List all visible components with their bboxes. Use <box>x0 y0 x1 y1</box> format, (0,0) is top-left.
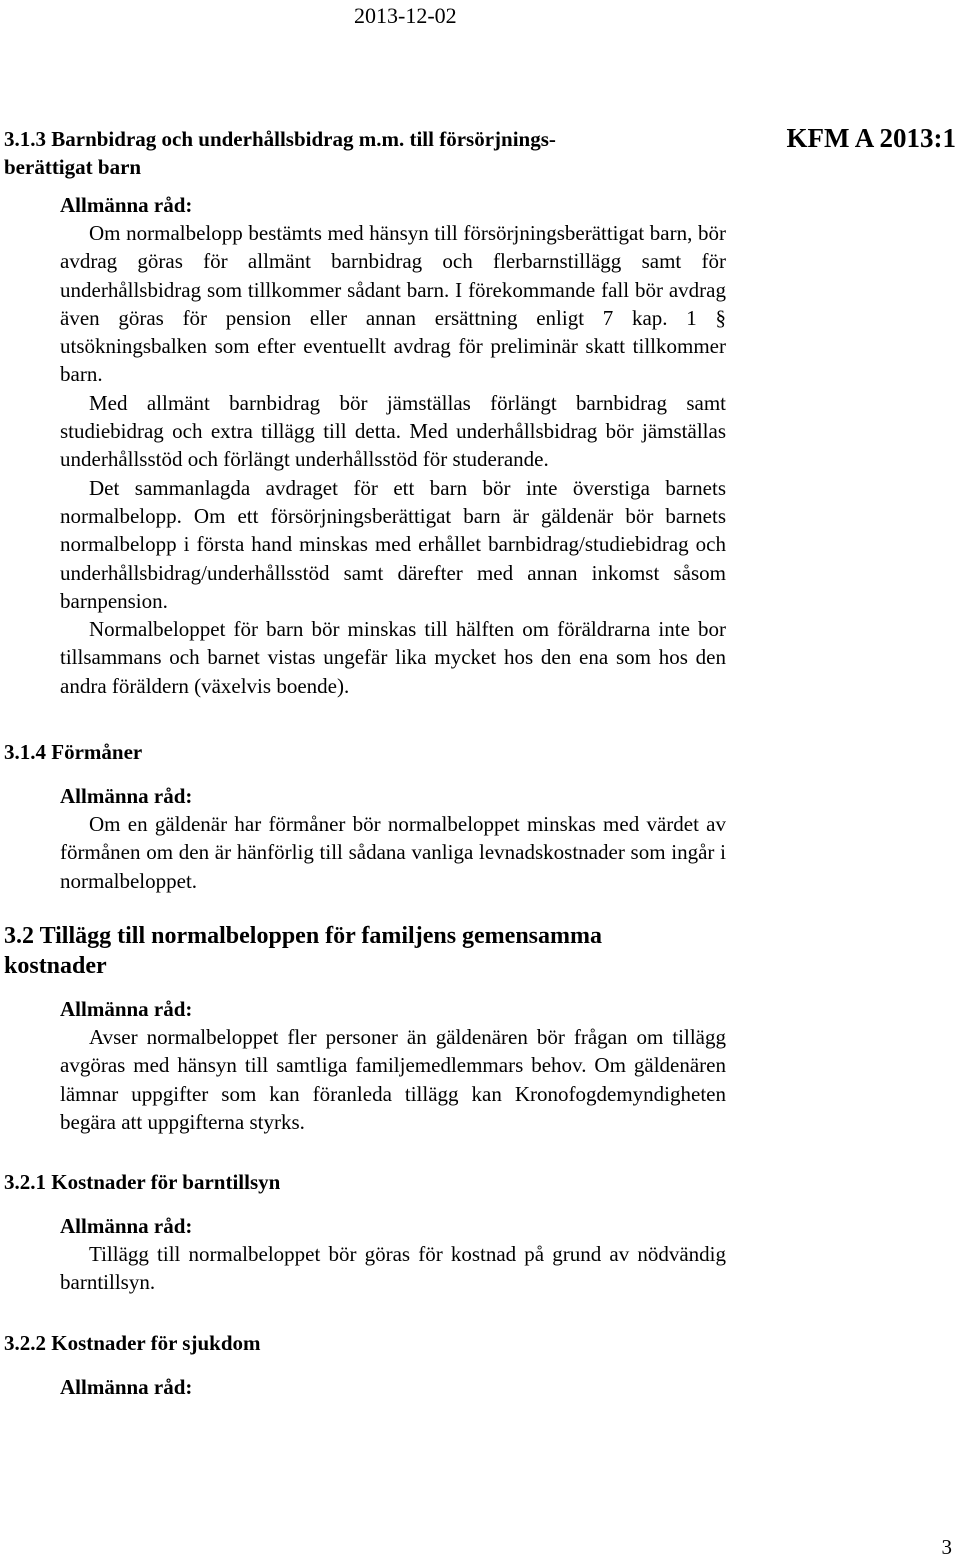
section-3-1-4 <box>4 738 726 895</box>
paragraph: Om normalbelopp bestämts med hänsyn till försörjningsberättigat barn, bör avdrag göras för allmänt barnbidrag och flerbarnstillägg samt för underhållsbidrag som tillkommer sådant barn. I förekommande fall bör avdrag även göras för pension eller annan ersättning enligt 7 kap. 1 § utsökningsbalken som efter eventuellt avdrag för preliminär skatt tillkommer barn. <box>60 221 726 387</box>
paragraph: Tillägg till normalbeloppet bör göras för kostnad på grund av nödvändig barntillsyn. <box>60 1242 726 1295</box>
paragraph: Det sammanlagda avdraget för ett barn bör inte överstiga barnets normalbelopp. Om ett försörjningsberättigat barn är gäldenär bör barnets normalbelopp i första hand minskas med erhållet barnbidrag/studiebidrag och underhållsbidrag/underhållsstöd samt därefter med annan inkomst såsom barnpension. <box>60 475 726 613</box>
page-number: 3 <box>941 1535 952 1559</box>
heading-line: 3.1.3 Barnbidrag och underhållsbidrag m.m. till försörjnings- <box>4 127 556 151</box>
section-3-2-2 <box>4 1329 726 1401</box>
section-3-2 <box>4 921 726 1136</box>
section-heading: 3.2.1 Kostnader för barntillsyn <box>4 1170 281 1195</box>
section-heading <box>4 921 726 981</box>
header-date: 2013-12-02 <box>354 3 457 28</box>
advice-text <box>60 1023 726 1136</box>
paragraph: Avser normalbeloppet fler personer än gäldenären bör frågan om tillägg avgöras med hänsyn till samtliga familjemedlemmars behov. Om gäldenären lämnar uppgifter som kan föranleda tillägg kan Kronofogdemyndigheten begära att uppgifterna styrks. <box>60 1024 726 1134</box>
advice-text <box>60 1240 726 1297</box>
section-heading: 3.1.4 Förmåner <box>4 740 143 765</box>
advice-label: Allmänna råd: <box>60 1214 193 1239</box>
document-id: KFM A 2013:1 <box>786 123 956 153</box>
page-body <box>4 125 726 1401</box>
section-3-2-1 <box>4 1168 726 1297</box>
advice-label: Allmänna råd: <box>60 784 193 809</box>
advice-label: Allmänna råd: <box>60 996 193 1021</box>
paragraph: Om en gäldenär har förmåner bör normalbeloppet minskas med värdet av förmånen om den är hänförlig till sådana vanliga levnadskostnader som ingår i normalbeloppet. <box>60 812 726 893</box>
advice-text <box>60 219 726 700</box>
heading-line: 3.2 Tillägg till normalbeloppen för familjens gemensamma <box>4 922 602 949</box>
section-heading <box>4 125 726 181</box>
heading-line: kostnader <box>4 952 107 979</box>
paragraph: Normalbeloppet för barn bör minskas till hälften om föräldrarna inte bor tillsammans och barnet vistas ungefär lika mycket hos den ena som hos den andra föräldern (växelvis boende). <box>60 617 726 698</box>
advice-label: Allmänna råd: <box>60 193 193 217</box>
heading-line: berättigat barn <box>4 155 142 179</box>
advice-label: Allmänna råd: <box>60 1374 193 1399</box>
section-3-1-3 <box>4 125 726 700</box>
advice-text <box>60 810 726 895</box>
paragraph: Med allmänt barnbidrag bör jämställas förlängt barnbidrag samt studiebidrag och extra tillägg till detta. Med underhållsbidrag bör jämställas underhållsstöd och förlängt underhållsstöd för studerande. <box>60 390 726 472</box>
section-heading: 3.2.2 Kostnader för sjukdom <box>4 1330 261 1355</box>
